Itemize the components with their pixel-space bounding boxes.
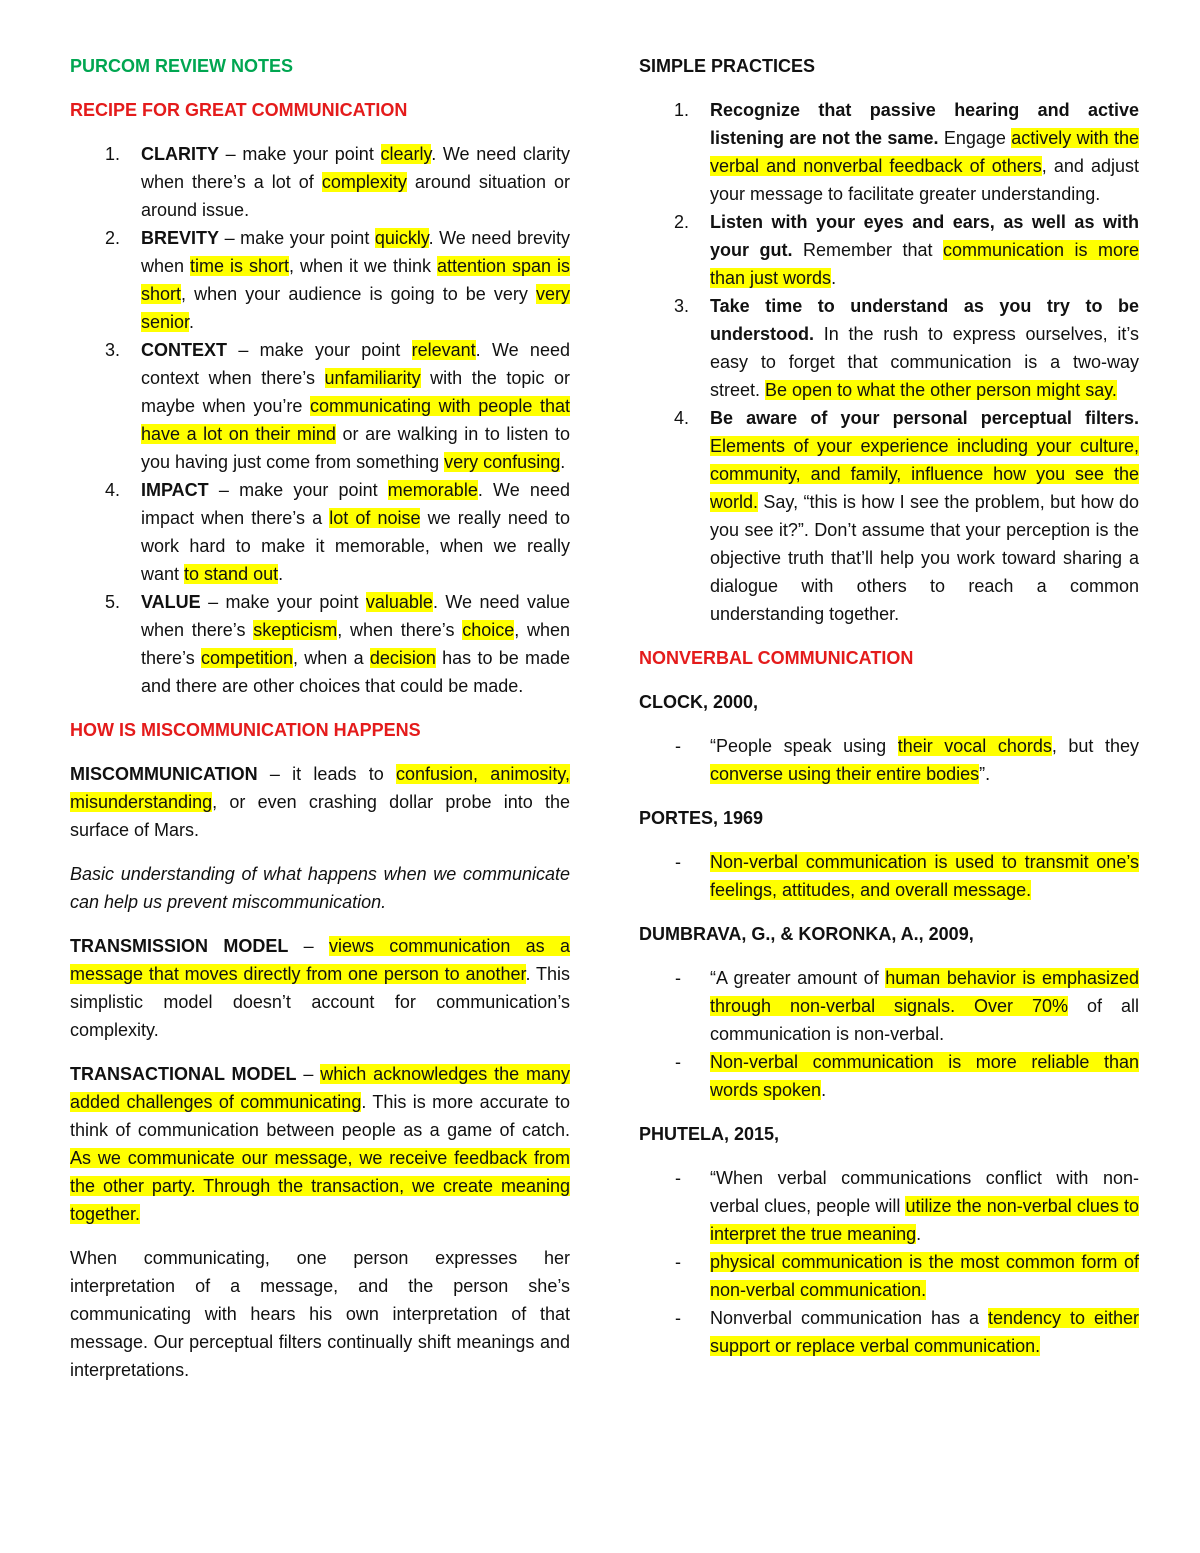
source-portes: PORTES, 1969 — [639, 808, 764, 828]
practices-list — [639, 96, 1139, 628]
miscommunication-definition: MISCOMMUNICATION – it leads to confusion, animosity, misunderstanding, or even crashing dollar probe into the surface of Mars. — [70, 764, 571, 840]
italic-note: Basic understanding of what happens when we communicate can help us prevent miscommunication. — [70, 864, 570, 912]
recipe-item-value: 5. VALUE – make your point valuable. We need value when there’s skepticism, when there’s choice, when there’s competition, when a decision has to be made and there are other choices that could be made. — [105, 592, 571, 696]
portes-list — [639, 848, 1139, 904]
recipe-item-context: 3. CONTEXT – make your point relevant. We need context when there’s unfamiliarity with the topic or maybe when you’re communicating with people that have a lot on their mind or are walking in to listen to you having just come from something very confusing. — [105, 340, 570, 472]
recipe-item-clarity: 1. CLARITY – make your point clearly. We need clarity when there’s a lot of complexity around situation or around issue. — [105, 144, 570, 220]
list-item: - “When verbal communications conflict with non-verbal clues, people will utilize the non-verbal clues to interpret the true meaning. — [675, 1168, 1139, 1244]
recipe-heading: RECIPE FOR GREAT COMMUNICATION — [70, 100, 408, 120]
source-phutela: PHUTELA, 2015, — [639, 1124, 780, 1144]
transactional-model: TRANSACTIONAL MODEL – which acknowledges the many added challenges of communicating. This is more accurate to think of communication between people as a game of catch. As we communicate our message, we receive feedback from the other party. Through the transaction, we create meaning together. — [70, 1064, 571, 1224]
list-item: - Nonverbal communication has a tendency to either support or replace verbal communication. — [675, 1308, 1139, 1356]
practice-item: 2. Listen with your eyes and ears, as well as with your gut. Remember that communication is more than just words. — [674, 212, 1140, 288]
recipe-item-impact: 4. IMPACT – make your point memorable. We need impact when there’s a lot of noise we really need to work hard to make it memorable, when we really want to stand out. — [105, 480, 570, 584]
practices-heading: SIMPLE PRACTICES — [639, 56, 816, 76]
left-column — [70, 52, 570, 1400]
dumbrava-list — [639, 964, 1139, 1104]
practice-item: 3. Take time to understand as you try to be understood. In the rush to express ourselves, it’s easy to forget that communication is a two-way street. Be open to what the other person might say. — [674, 296, 1139, 400]
transmission-model: TRANSMISSION MODEL – views communication as a message that moves directly from one person to another. This simplistic model doesn’t account for communication’s complexity. — [70, 936, 570, 1040]
phutela-list — [639, 1164, 1139, 1360]
miscommunication-heading: HOW IS MISCOMMUNICATION HAPPENS — [70, 720, 421, 740]
source-clock: CLOCK, 2000, — [639, 692, 759, 712]
clock-list — [639, 732, 1139, 788]
nonverbal-heading: NONVERBAL COMMUNICATION — [639, 648, 914, 668]
document-title: PURCOM REVIEW NOTES — [70, 56, 294, 76]
list-item: - Non-verbal communication is used to transmit one’s feelings, attitudes, and overall message. — [675, 852, 1139, 900]
recipe-list — [70, 140, 570, 700]
closing-paragraph: When communicating, one person expresses her interpretation of a message, and the person she’s communicating with hears his own interpretation of that message. Our perceptual filters continually shift meanings and interpretations. — [70, 1248, 570, 1380]
list-item: - “People speak using their vocal chords, but they converse using their entire bodies”. — [675, 736, 1139, 784]
recipe-item-brevity: 2. BREVITY – make your point quickly. We need brevity when time is short, when it we think attention span is short, when your audience is going to be very very senior. — [105, 228, 570, 332]
list-item: - physical communication is the most common form of non-verbal communication. — [675, 1252, 1139, 1300]
practice-item: 1. Recognize that passive hearing and active listening are not the same. Engage actively with the verbal and nonverbal feedback of others, and adjust your message to facilitate greater understanding. — [674, 100, 1139, 204]
list-item: - “A greater amount of human behavior is emphasized through non-verbal signals. Over 70% of all communication is non-verbal. — [675, 968, 1140, 1044]
practice-item: 4. Be aware of your personal perceptual filters. Elements of your experience including your culture, community, and family, influence how you see the world. Say, “this is how I see the problem, but how do you see it?”. Don’t assume that your perception is the objective truth that’ll help you work toward sharing a dialogue with others to reach a common understanding together. — [674, 408, 1139, 624]
right-column — [639, 52, 1139, 1376]
list-item: - Non-verbal communication is more reliable than words spoken. — [675, 1052, 1139, 1100]
source-dumbrava: DUMBRAVA, G., & KORONKA, A., 2009, — [639, 924, 974, 944]
